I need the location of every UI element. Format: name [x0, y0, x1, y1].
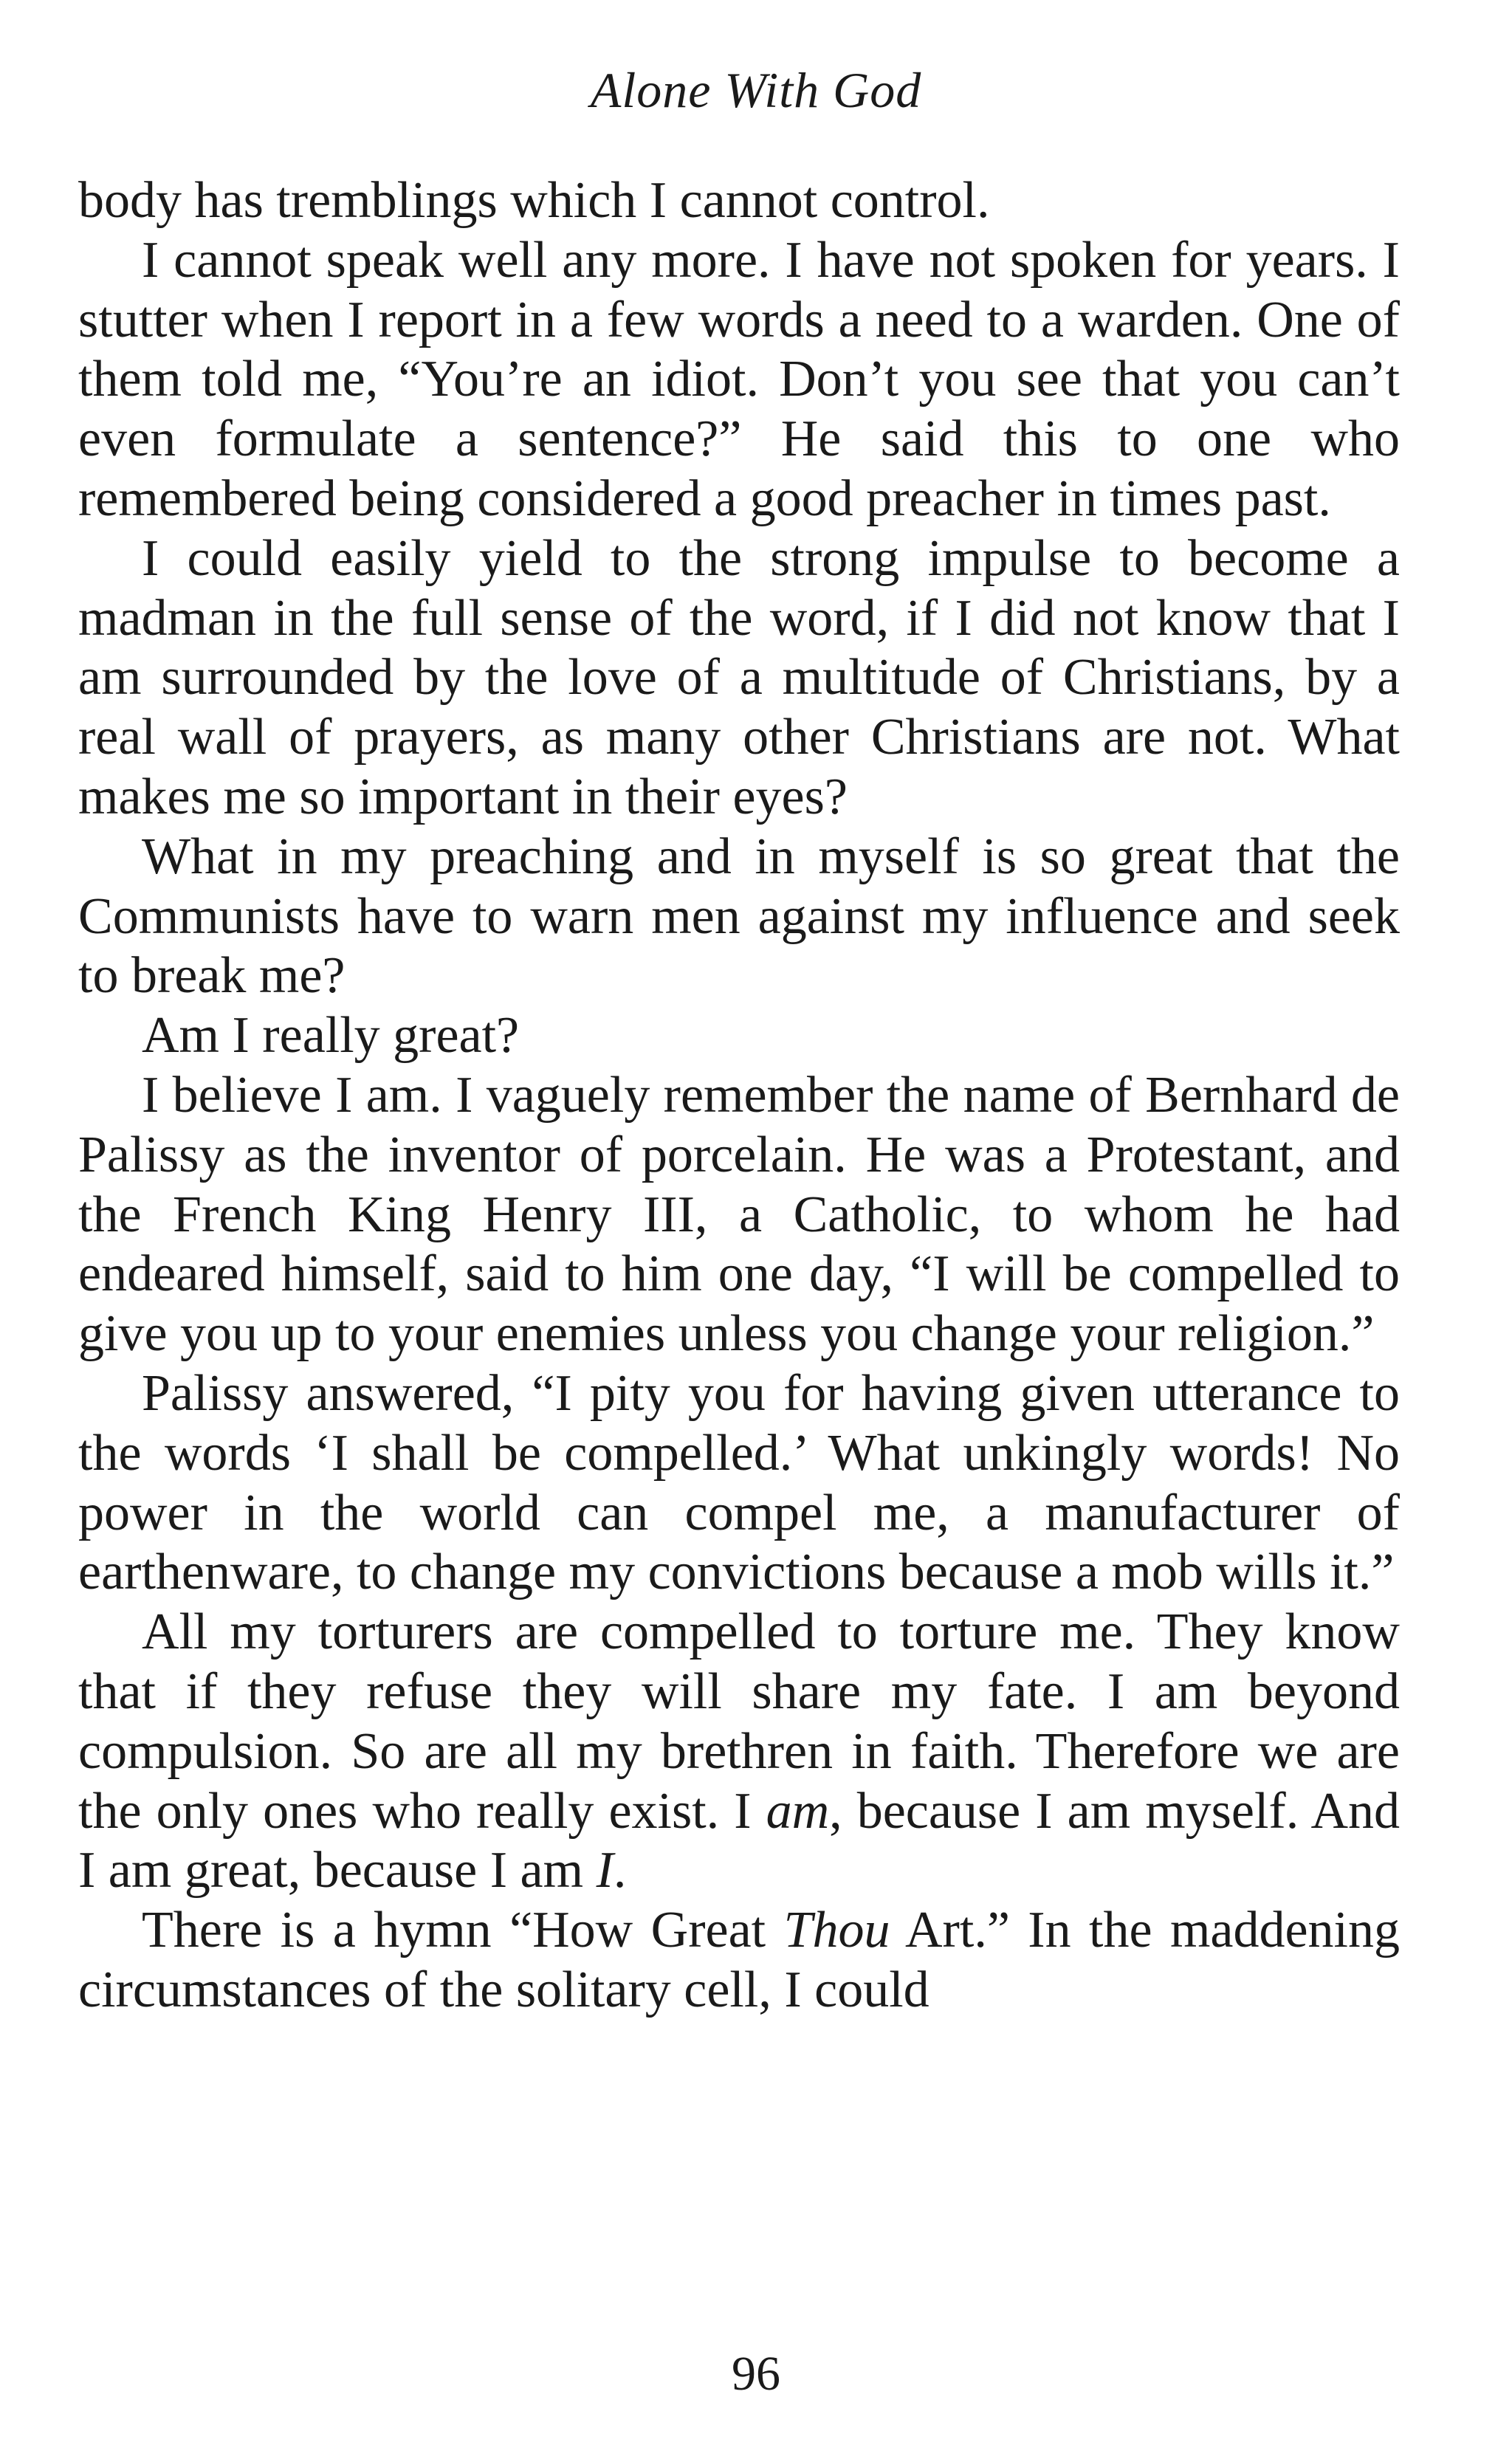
paragraph-2: I cannot speak well any more. I have not spoken for years. I stutter when I report in a few words a need to a warden. One of them told me, “You’re an idiot. Don’t you see that you can’t even formulate a sentence?” He said this to one who remembered being considered a good preacher in times past. [78, 231, 1400, 527]
emphasis-i: I [596, 1842, 614, 1899]
paragraph-6: I believe I am. I vaguely remember the name of Bernhard de Palissy as the inventor of porcelain. He was a Protestant, and the French King Henry III, a Catholic, to whom he had endeared himself, said to him one day, “I will be compelled to give you up to your enemies unless you change your religion.” [78, 1066, 1400, 1363]
paragraph-5: Am I really great? [142, 1007, 520, 1065]
paragraph-3: I could easily yield to the strong impulse to become a madman in the full sense of the word, if I did not know that I am surrounded by the love of a multitude of Christians, by a real wall of prayers, as many other Christians are not. What makes me so important in their eyes? [78, 529, 1400, 825]
paragraph-9 [78, 1901, 1400, 2021]
paragraph-7: Palissy answered, “I pity you for having given utterance to the words ‘I shall be compelled.’ What unkingly words! No power in the world can compel me, a manufacturer of earthenware, to change my convictions because a mob wills it.” [78, 1364, 1400, 1601]
paragraph-8-text-b: , because I am myself. And I am great, because I am [78, 1782, 1400, 1899]
emphasis-thou: Thou [783, 1902, 890, 1959]
paragraph-9-text-a: There is a hymn “How Great [142, 1902, 784, 1959]
paragraph-8 [78, 1603, 1400, 1901]
paragraph-8-text-a: All my torturers are compelled to torture me. They know that if they refuse they will share my fate. I am beyond compulsion. So are all my brethren in faith. Therefore we are the only ones who really exist. I [78, 1603, 1400, 1840]
paragraph-1: body has tremblings which I cannot control. [78, 172, 990, 229]
paragraph-8-text-c: . [613, 1842, 627, 1899]
body-text [78, 171, 1400, 2021]
paragraph-9-text-b: Art.” In the maddening circumstances of the solitary cell, I could [78, 1902, 1400, 2018]
running-title: Alone With God [590, 62, 922, 118]
paragraph-4: What in my preaching and in myself is so great that the Communists have to warn men against my influence and seek to break me? [78, 828, 1400, 1005]
page-number: 96 [732, 2347, 780, 2401]
emphasis-am: am [766, 1782, 830, 1840]
